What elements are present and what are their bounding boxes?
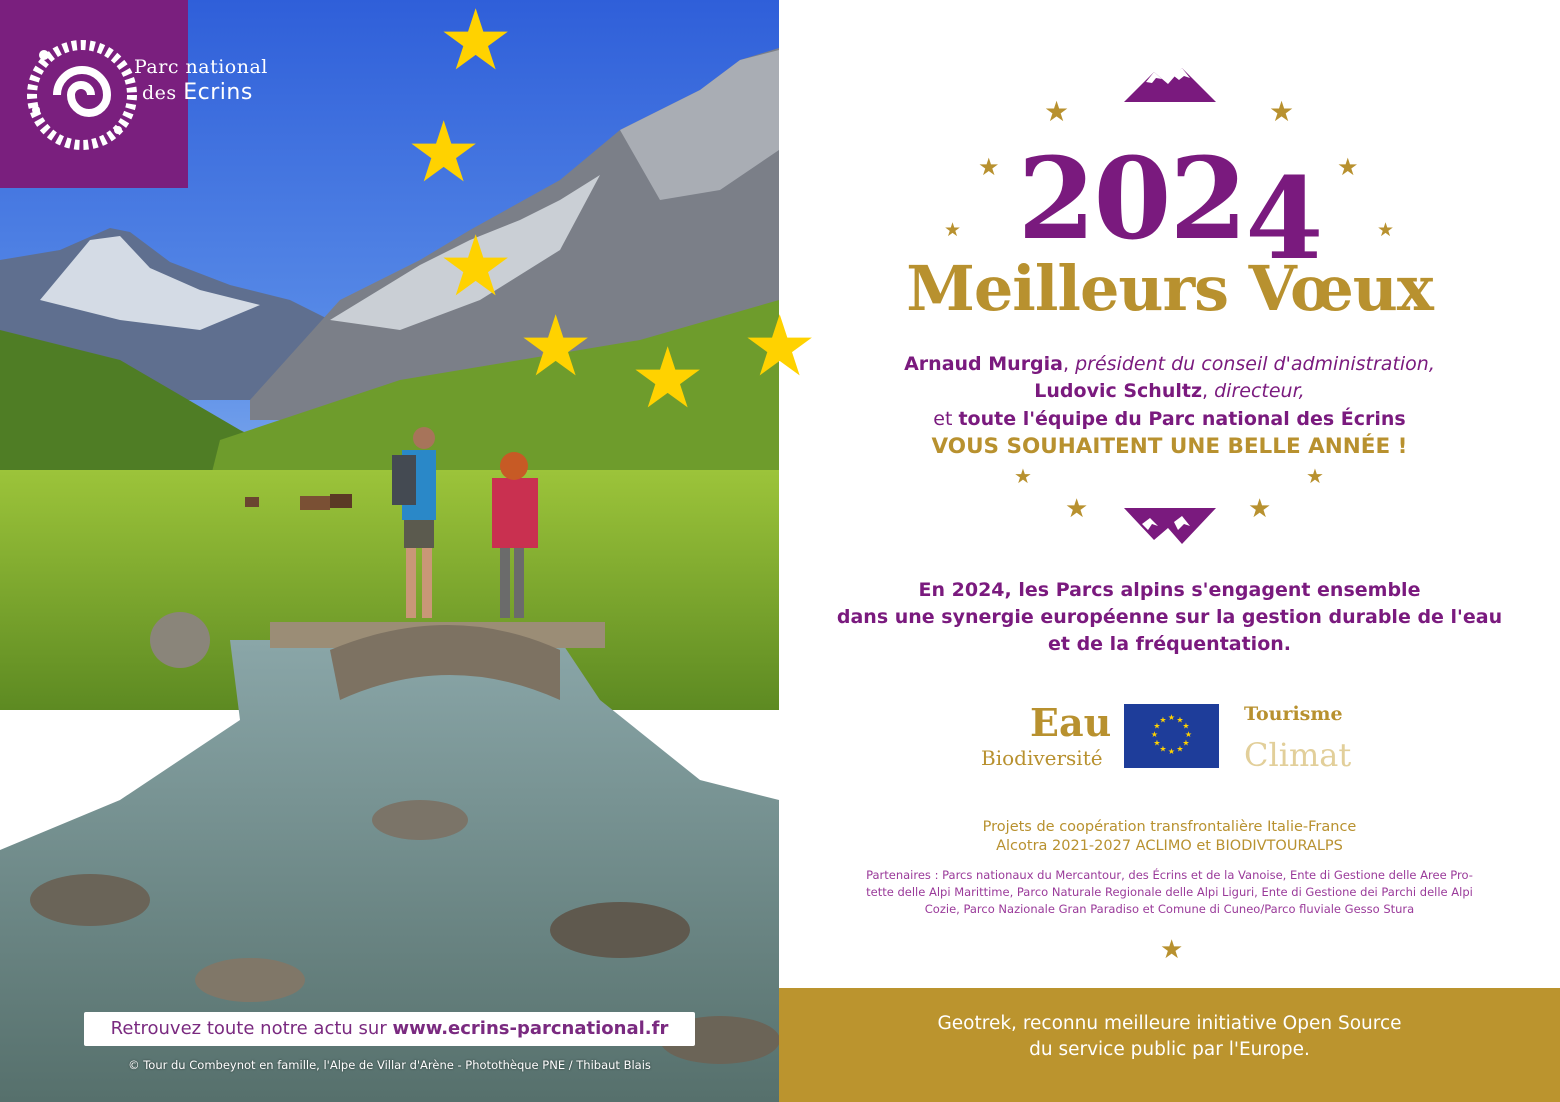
geotrek-line: Geotrek, reconnu meilleure initiative Open Source bbox=[937, 1013, 1402, 1034]
svg-text:★: ★ bbox=[1153, 738, 1161, 748]
signatory-name: Ludovic Schultz bbox=[1034, 380, 1203, 402]
cooperation-line: Alcotra 2021-2027 ACLIMO et BIODIVTOURALPS bbox=[996, 838, 1343, 854]
geotrek-text bbox=[779, 1011, 1560, 1063]
geotrek-line: du service public par l'Europe. bbox=[1029, 1039, 1310, 1060]
cooperation-line: Projets de coopération transfrontalière Italie-France bbox=[982, 819, 1357, 835]
park-name-prefix: des bbox=[142, 82, 177, 104]
eu-star-icon: ★ bbox=[742, 297, 818, 395]
eu-star-icon: ★ bbox=[630, 329, 706, 427]
team-line bbox=[779, 405, 1560, 433]
svg-text:★: ★ bbox=[1176, 715, 1184, 725]
theme-climat: Climat bbox=[1244, 736, 1352, 774]
park-name-line2 bbox=[134, 80, 268, 106]
gold-star-icon: ★ bbox=[1044, 95, 1070, 128]
partners-text bbox=[779, 867, 1560, 918]
gold-star-icon: ★ bbox=[1269, 95, 1295, 128]
photo-credit: © Tour du Combeynot en famille, l'Alpe de Villar d'Arène - Photothèque PNE / Thibaut Blais bbox=[128, 1058, 651, 1072]
engagement-text bbox=[779, 577, 1560, 658]
greeting-panel bbox=[779, 0, 1560, 1102]
svg-text:★: ★ bbox=[1159, 715, 1167, 725]
signatory-line-1: Arnaud Murgia, président du conseil d'administration, bbox=[904, 353, 1435, 375]
engagement-line: En 2024, les Parcs alpins s'engagent ensemble bbox=[918, 579, 1421, 601]
gold-star-icon: ★ bbox=[1306, 464, 1324, 488]
team-prefix: et bbox=[933, 408, 959, 430]
website-banner bbox=[84, 1012, 695, 1046]
gold-star-icon: ★ bbox=[1337, 153, 1359, 181]
engagement-line: dans une synergie européenne sur la gestion durable de l'eau bbox=[836, 606, 1503, 628]
eu-star-icon: ★ bbox=[438, 217, 514, 315]
svg-text:★: ★ bbox=[1150, 730, 1159, 739]
signatory-role: directeur, bbox=[1214, 380, 1305, 402]
mountain-emblem-icon bbox=[1124, 64, 1216, 102]
gold-star-icon: ★ bbox=[1377, 219, 1395, 241]
theme-tourisme: Tourisme bbox=[1244, 703, 1343, 725]
gold-star-icon: ★ bbox=[1065, 494, 1089, 524]
gold-star-icon: ★ bbox=[978, 153, 1000, 181]
engagement-line: et de la fréquentation. bbox=[1048, 633, 1291, 655]
partners-line: Partenaires : Parcs nationaux du Mercantour, des Écrins et de la Vanoise, Ente di Gestione delle Aree Pro- bbox=[866, 868, 1473, 882]
gold-star-icon: ★ bbox=[944, 219, 962, 241]
spiral-logo-icon bbox=[0, 0, 134, 188]
website-prefix: Retrouvez toute notre actu sur bbox=[110, 1018, 393, 1039]
partners-line: tette delle Alpi Marittime, Parco Naturale Regionale delle Alpi Liguri, Ente di Gestione dei Parchi delle Alpi bbox=[866, 885, 1473, 899]
theme-biodiversite: Biodiversité bbox=[981, 746, 1103, 770]
partners-line: Cozie, Parco Nazionale Gran Paradiso et Comune di Cuneo/Parco fluviale Gesso Stura bbox=[924, 902, 1415, 916]
signatory-role: président du conseil d'administration, bbox=[1075, 353, 1435, 375]
svg-text:★: ★ bbox=[1167, 747, 1176, 756]
signatory-name: Arnaud Murgia bbox=[904, 353, 1063, 375]
gold-star-icon: ★ bbox=[1160, 935, 1184, 965]
svg-text:★: ★ bbox=[1184, 730, 1193, 739]
gold-star-icon: ★ bbox=[1014, 464, 1032, 488]
website-link[interactable]: www.ecrins-parcnational.fr bbox=[392, 1018, 669, 1039]
signatory-line-2: Ludovic Schultz, directeur, bbox=[1034, 380, 1305, 402]
year-title bbox=[779, 134, 1560, 285]
eu-stars-circle-icon bbox=[1124, 704, 1219, 768]
wish-line: VOUS SOUHAITENT UNE BELLE ANNÉE ! bbox=[931, 434, 1408, 459]
park-name bbox=[134, 54, 268, 106]
svg-text:★: ★ bbox=[1176, 744, 1184, 754]
svg-text:★: ★ bbox=[1167, 713, 1176, 722]
eu-star-icon: ★ bbox=[406, 103, 482, 201]
cooperation-text bbox=[779, 818, 1560, 856]
park-name-ecrins: Ecrins bbox=[183, 80, 253, 105]
svg-text:★: ★ bbox=[1159, 744, 1167, 754]
greeting-headline: Meilleurs Vœux bbox=[906, 252, 1433, 325]
eu-flag bbox=[1124, 704, 1219, 768]
team-name: toute l'équipe du Parc national des Écrins bbox=[958, 408, 1406, 430]
theme-eau: Eau bbox=[1030, 700, 1112, 745]
year-digits: 202 bbox=[1017, 134, 1246, 265]
svg-text:★: ★ bbox=[1182, 721, 1190, 731]
mountain-emblem-inverted-icon bbox=[1124, 508, 1216, 544]
year-last-digit: 4 bbox=[1245, 154, 1322, 285]
park-name-line1: Parc national bbox=[134, 56, 268, 78]
svg-text:★: ★ bbox=[1182, 738, 1190, 748]
eu-star-icon: ★ bbox=[438, 0, 514, 89]
gold-star-icon: ★ bbox=[1248, 494, 1272, 524]
eu-star-icon: ★ bbox=[518, 297, 594, 395]
svg-text:★: ★ bbox=[1153, 721, 1161, 731]
